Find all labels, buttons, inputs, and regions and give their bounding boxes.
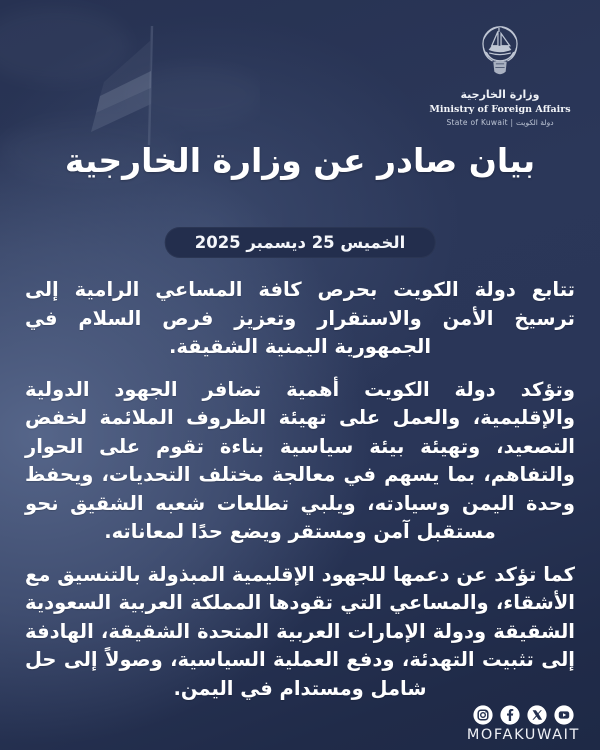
date-badge: الخميس 25 ديسمبر 2025 [165,227,436,258]
instagram-icon [473,705,493,725]
ministry-name-english: Ministry of Foreign Affairs [429,104,571,115]
kuwait-emblem-icon [469,20,531,84]
statement-paragraph-1: تتابع دولة الكويت بحرص كافة المساعي الرامية إلى ترسيخ الأمن والاستقرار وتعزيز فرص السلام في الجمهورية اليمنية الشقيقة. [25,278,575,358]
state-of-kuwait-line: State of Kuwait | دولة الكويت [446,118,554,127]
statement-paragraph-3: كما تؤكد عن دعمها للجهود الإقليمية المبذولة بالتنسيق مع الأشقاء، والمساعي التي تقودها المملكة العربية السعودية الشقيقة ودولة الإمارات العربية المتحدة الشقيقة، الهادفة إلى تثبيت التهدئة، ودفع العملية السياسية، وصولاً إلى حل شامل ومستدام في اليمن. [25,562,575,700]
youtube-icon [554,705,574,725]
social-icons-row [473,705,574,725]
statement-paragraph-2: وتؤكد دولة الكويت أهمية تضافر الجهود الدولية والإقليمية، والعمل على تهيئة الظروف الملائمة لخفض التصعيد، وتهيئة بيئة سياسية بناءة تقوم على الحوار والتفاهم، بما يسهم في معالجة مختلف التحديات، ويحفظ وحدة اليمن وسيادته، ويلبي تطلعات شعبه الشقيق نحو مستقبل آمن ومستقر ويضع حدًا لمعاناته. [25,377,575,543]
footer-social-block [467,705,580,743]
ministry-logo-block [418,20,582,127]
facebook-icon [500,705,520,725]
social-handle: MOFAKUWAIT [466,727,580,743]
ministry-name-arabic: وزارة الخارجية [460,88,540,101]
statement-body [25,276,575,717]
statement-title: بيان صادر عن وزارة الخارجية [64,141,536,180]
x-icon [527,705,547,725]
